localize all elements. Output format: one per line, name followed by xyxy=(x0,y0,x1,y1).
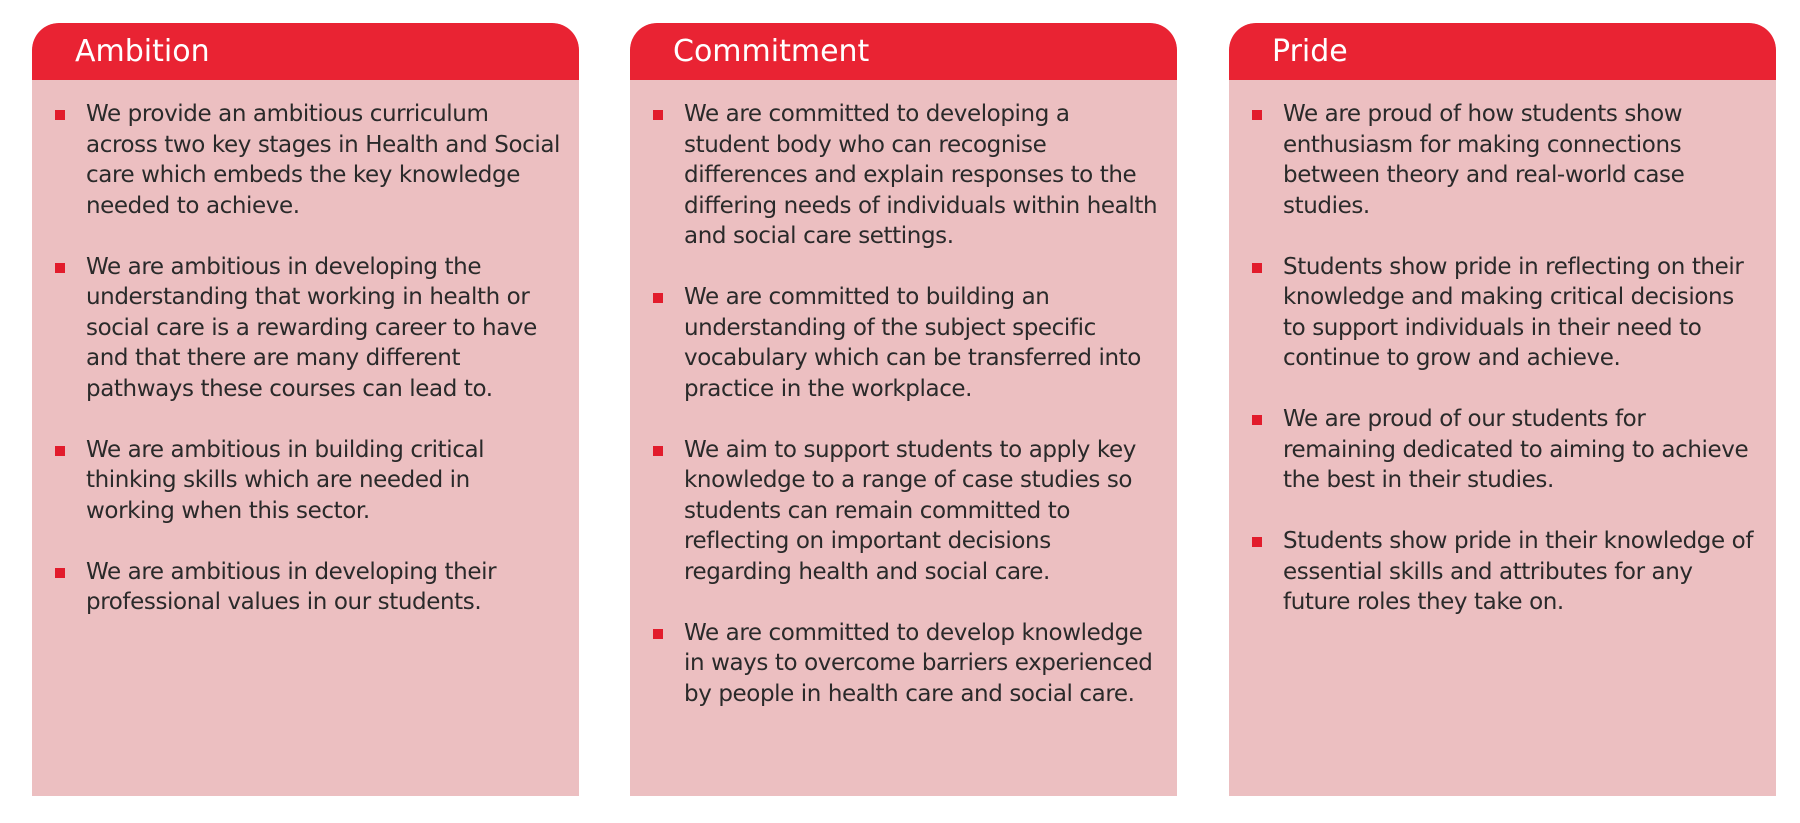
list-item xyxy=(1229,252,1776,374)
ambition-list xyxy=(32,80,579,618)
square-bullet-icon xyxy=(55,110,65,120)
square-bullet-icon xyxy=(55,263,65,273)
list-item-text: We are committed to develop knowledge in ways to overcome barriers experienced by people in health care and social care. xyxy=(684,619,1153,707)
list-item-text: We are ambitious in developing their professional values in our students. xyxy=(86,558,497,615)
ambition-card xyxy=(32,23,579,796)
pride-header: Pride xyxy=(1229,23,1776,80)
square-bullet-icon xyxy=(653,110,663,120)
commitment-list xyxy=(630,80,1177,709)
square-bullet-icon xyxy=(653,629,663,639)
list-item xyxy=(32,435,579,527)
square-bullet-icon xyxy=(653,446,663,456)
list-item xyxy=(32,99,579,221)
list-item-text: We are proud of how students show enthusiasm for making connections between theory and real-world case studies. xyxy=(1283,101,1685,219)
square-bullet-icon xyxy=(1252,537,1262,547)
pride-card xyxy=(1229,23,1776,796)
ambition-header: Ambition xyxy=(32,23,579,80)
list-item-text: Students show pride in their knowledge of essential skills and attributes for any future roles they take on. xyxy=(1283,528,1754,615)
square-bullet-icon xyxy=(55,568,65,578)
square-bullet-icon xyxy=(1252,110,1262,120)
list-item xyxy=(630,435,1177,588)
list-item xyxy=(1229,99,1776,221)
square-bullet-icon xyxy=(55,446,65,456)
square-bullet-icon xyxy=(1252,263,1262,273)
list-item xyxy=(32,252,579,405)
list-item xyxy=(1229,404,1776,496)
list-item-text: We are ambitious in building critical thinking skills which are needed in working when this sector. xyxy=(86,436,485,524)
commitment-card xyxy=(630,23,1177,796)
list-item xyxy=(32,557,579,618)
list-item xyxy=(630,282,1177,404)
list-item-text: We are committed to building an understanding of the subject specific vocabulary which can be transferred into practice in the workplace. xyxy=(684,284,1141,402)
commitment-header: Commitment xyxy=(630,23,1177,80)
list-item-text: We are ambitious in developing the understanding that working in health or social care is a rewarding career to have and that there are many different pathways these courses can lead to. xyxy=(86,253,537,402)
list-item xyxy=(630,618,1177,710)
list-item-text: Students show pride in reflecting on their knowledge and making critical decisions to support individuals in their need to continue to grow and achieve. xyxy=(1283,253,1744,371)
list-item xyxy=(630,99,1177,252)
list-item xyxy=(1229,526,1776,618)
square-bullet-icon xyxy=(1252,415,1262,425)
pride-list xyxy=(1229,80,1776,618)
list-item-text: We are proud of our students for remaining dedicated to aiming to achieve the best in their studies. xyxy=(1283,406,1749,493)
square-bullet-icon xyxy=(653,293,663,303)
list-item-text: We aim to support students to apply key knowledge to a range of case studies so students can remain committed to reflecting on important decisions regarding health and social care. xyxy=(684,436,1136,585)
list-item-text: We provide an ambitious curriculum across two key stages in Health and Social care which embeds the key knowledge needed to achieve. xyxy=(86,101,561,219)
list-item-text: We are committed to developing a student body who can recognise differences and explain responses to the differing needs of individuals within health and social care settings. xyxy=(684,101,1158,249)
